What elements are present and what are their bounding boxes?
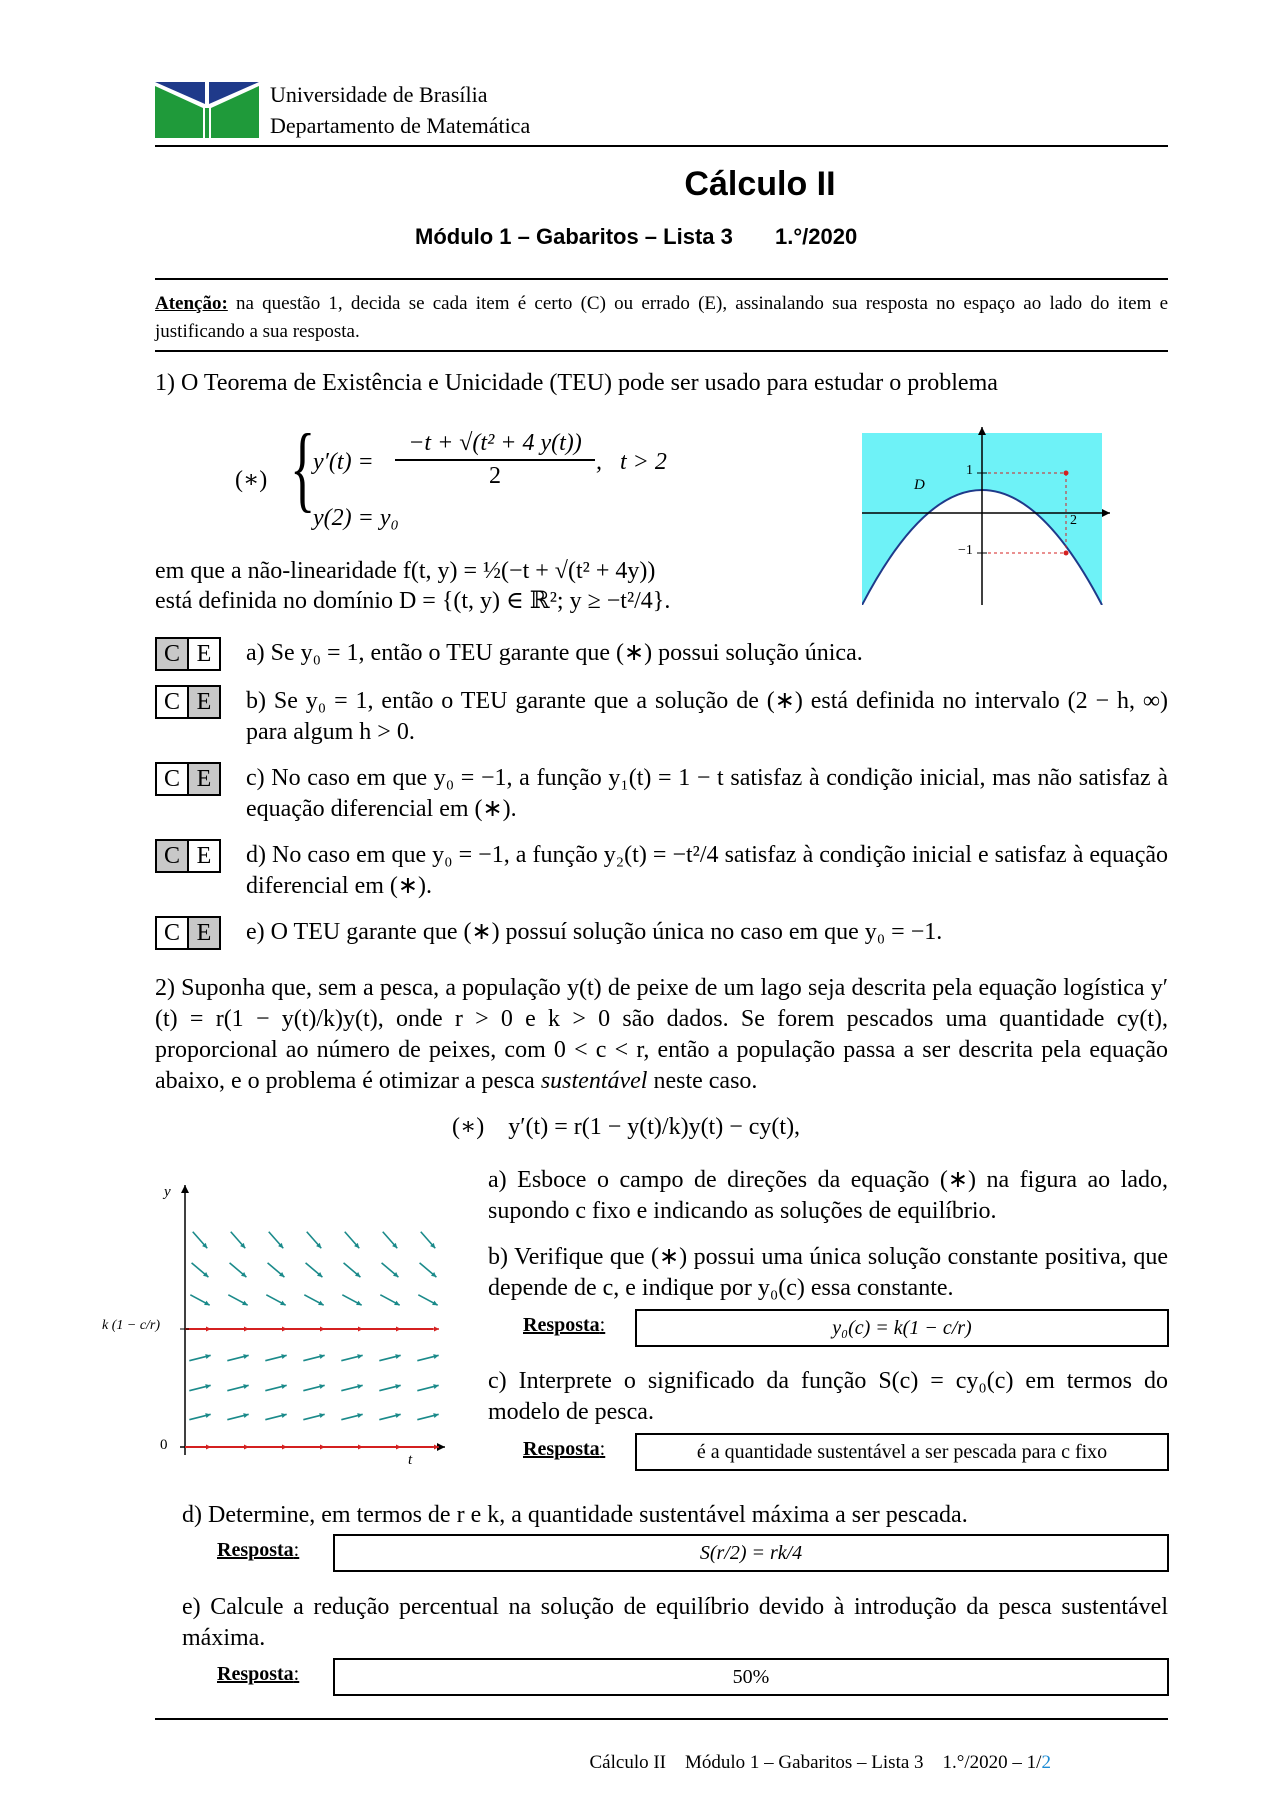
direction-arrowhead bbox=[320, 1445, 325, 1450]
q2-item-c: c) Interprete o significado da função S(c) = cy₀(c) em termos do modelo de pesca. bbox=[488, 1368, 1168, 1425]
answer-colon-e: : bbox=[293, 1663, 300, 1685]
q1-domain-line2: está definida no domínio D = {(t, y) ∈ ℝ²; y ≥ −t²/4}. bbox=[155, 588, 671, 614]
university-name: Universidade de Brasília bbox=[270, 82, 488, 107]
answer-box-c[interactable] bbox=[155, 762, 221, 796]
answer-label-b-text: Resposta bbox=[523, 1314, 600, 1336]
option-e[interactable]: E bbox=[187, 841, 219, 871]
attention-label: Atenção: bbox=[155, 293, 228, 314]
region-label-d: D bbox=[914, 477, 925, 493]
q2-intro-text: 2) Suponha que, sem a pesca, a população y(t) de peixe de um lago seja descrita pela equação logística y′(t) = r(1 − y(t)/k)y(t), onde r > 0 e k > 0 são dados. Se forem pescados uma quantidade cy(t), proporcional ao número de peixes, com 0 < c < r, então a população passa a ser descrita pela equação abaixo, e o problema é otimizar a pesca bbox=[155, 975, 1168, 1094]
answer-field-e[interactable]: 50% bbox=[333, 1658, 1169, 1696]
q2-equation: (∗) y′(t) = r(1 − y(t)/k)y(t) − cy(t), bbox=[452, 1114, 801, 1140]
q2-item-e: e) Calcule a redução percentual na solução de equilíbrio devido à introdução da pesca sustentável máxima. bbox=[182, 1594, 1168, 1651]
q1-eq1-lhs: y′(t) = bbox=[313, 449, 374, 475]
option-c[interactable]: C bbox=[163, 766, 180, 792]
item-d-text: d) No caso em que y₀ = −1, a função y₂(t) = −t²/4 satisfaz à condição inicial e satisfaz à equação diferencial em (∗). bbox=[246, 842, 1168, 899]
q2-intro-emph: sustentável bbox=[540, 1068, 648, 1094]
tick-y-neg: −1 bbox=[958, 543, 973, 558]
department-name: Departamento de Matemática bbox=[270, 113, 531, 138]
unb-logo bbox=[155, 82, 259, 138]
item-b-text: b) Se y₀ = 1, então o TEU garante que a solução de (∗) está definida no intervalo (2 − h, ∞) para algum h > 0. bbox=[246, 688, 1168, 745]
q2-direction-field bbox=[100, 1180, 460, 1470]
option-e[interactable]: E bbox=[187, 764, 219, 794]
subtitle bbox=[415, 224, 857, 250]
answer-box-d[interactable] bbox=[155, 839, 221, 873]
direction-arrowhead bbox=[282, 1445, 287, 1450]
answer-box-a[interactable] bbox=[155, 637, 221, 671]
attention-rule-top bbox=[155, 278, 1168, 280]
answer-box-e[interactable] bbox=[155, 916, 221, 950]
direction-arrowhead bbox=[282, 1327, 287, 1332]
option-e[interactable]: E bbox=[187, 918, 219, 948]
footer-text: Cálculo II Módulo 1 – Gabaritos – Lista 3 1.°/2020 – 1/ bbox=[589, 1752, 1042, 1773]
option-c[interactable]: C bbox=[163, 689, 180, 715]
attention-note bbox=[155, 290, 1168, 346]
item-c-text: c) No caso em que y₀ = −1, a função y₁(t) = 1 − t satisfaz à condição inicial, mas não satisfaz à equação diferencial em (∗). bbox=[246, 765, 1168, 822]
q1-intro: 1) O Teorema de Existência e Unicidade (TEU) pode ser usado para estudar o problema bbox=[155, 370, 998, 396]
direction-arrowhead bbox=[396, 1327, 401, 1332]
answer-colon-d: : bbox=[293, 1539, 300, 1561]
t-axis-label: t bbox=[408, 1452, 413, 1468]
direction-arrowhead bbox=[396, 1445, 401, 1450]
q1-brace: { bbox=[290, 414, 316, 521]
answer-box-b[interactable] bbox=[155, 685, 221, 719]
tick-y-pos: 1 bbox=[966, 463, 973, 478]
q1-eq1-frac bbox=[395, 428, 595, 492]
direction-arrowhead bbox=[206, 1327, 211, 1332]
option-c[interactable]: C bbox=[157, 639, 187, 669]
q1-star: (∗) bbox=[235, 467, 268, 493]
direction-arrowhead bbox=[244, 1445, 249, 1450]
q2-item-b: b) Verifique que (∗) possui uma única solução constante positiva, que depende de c, e indique por y₀(c) essa constante. bbox=[488, 1244, 1168, 1301]
header-rule bbox=[155, 145, 1168, 147]
point-2-neg1 bbox=[1064, 551, 1069, 556]
footer-rule bbox=[155, 1718, 1168, 1720]
zero-label: 0 bbox=[160, 1437, 168, 1453]
answer-label-b bbox=[523, 1314, 605, 1337]
direction-arrowhead bbox=[434, 1327, 439, 1332]
footer-total-pages[interactable]: 2 bbox=[1041, 1752, 1051, 1773]
q2-item-a: a) Esboce o campo de direções da equação (∗) na figura ao lado, supondo c fixo e indicando as soluções de equilíbrio. bbox=[488, 1167, 1168, 1224]
q2-intro bbox=[155, 973, 1168, 1097]
q2-intro-end: neste caso. bbox=[653, 1068, 758, 1094]
option-c[interactable]: C bbox=[157, 841, 187, 871]
q2-item-d: d) Determine, em termos de r e k, a quantidade sustentável máxima a ser pescada. bbox=[182, 1502, 968, 1528]
subtitle-text: Módulo 1 – Gabaritos – Lista 3 bbox=[415, 224, 733, 249]
point-2-1 bbox=[1064, 471, 1069, 476]
direction-arrowhead bbox=[244, 1327, 249, 1332]
direction-arrowhead bbox=[320, 1327, 325, 1332]
footer bbox=[580, 1730, 1051, 1774]
attention-rule-bottom bbox=[155, 350, 1168, 352]
q1-domain-figure bbox=[862, 425, 1110, 605]
answer-label-c bbox=[523, 1438, 605, 1461]
answer-label-d bbox=[217, 1539, 299, 1562]
answer-label-e bbox=[217, 1663, 299, 1686]
answer-label-d-text: Resposta bbox=[217, 1539, 294, 1561]
answer-colon-c: : bbox=[599, 1438, 606, 1460]
answer-colon-b: : bbox=[599, 1314, 606, 1336]
eq-label: k (1 − c/r) bbox=[102, 1318, 161, 1333]
item-e-text: e) O TEU garante que (∗) possuí solução única no caso em que y₀ = −1. bbox=[246, 919, 943, 945]
q1-eq1-den: 2 bbox=[489, 463, 501, 489]
attention-text: na questão 1, decida se cada item é certo (C) ou errado (E), assinalando sua resposta no espaço ao lado do item e justificando a sua resposta. bbox=[155, 293, 1169, 342]
y-axis-label: y bbox=[164, 1184, 171, 1200]
q1-eq1-cond: , t > 2 bbox=[596, 449, 667, 475]
q1-eq1-num: −t + √(t² + 4 y(t)) bbox=[395, 428, 595, 461]
semester: 1.°/2020 bbox=[774, 224, 858, 249]
answer-label-e-text: Resposta bbox=[217, 1663, 294, 1685]
option-e[interactable]: E bbox=[187, 639, 219, 669]
direction-arrowhead bbox=[358, 1445, 363, 1450]
item-a-text: a) Se y₀ = 1, então o TEU garante que (∗) possui solução única. bbox=[246, 640, 863, 666]
page-title: Cálculo II bbox=[684, 165, 836, 203]
q1-domain-line1: em que a não-linearidade f(t, y) = ½(−t + √(t² + 4y)) bbox=[155, 558, 656, 584]
answer-field-d[interactable]: S(r/2) = rk/4 bbox=[333, 1534, 1169, 1572]
answer-field-c[interactable]: é a quantidade sustentável a ser pescada para c fixo bbox=[635, 1433, 1169, 1471]
option-e[interactable]: E bbox=[187, 687, 219, 717]
direction-arrowhead bbox=[206, 1445, 211, 1450]
q1-eq2: y(2) = y₀ bbox=[313, 505, 399, 531]
direction-arrowhead bbox=[358, 1327, 363, 1332]
answer-field-b[interactable]: y₀(c) = k(1 − c/r) bbox=[635, 1309, 1169, 1347]
answer-label-c-text: Resposta bbox=[523, 1438, 600, 1460]
option-c[interactable]: C bbox=[163, 920, 180, 946]
tick-x: 2 bbox=[1070, 513, 1077, 528]
